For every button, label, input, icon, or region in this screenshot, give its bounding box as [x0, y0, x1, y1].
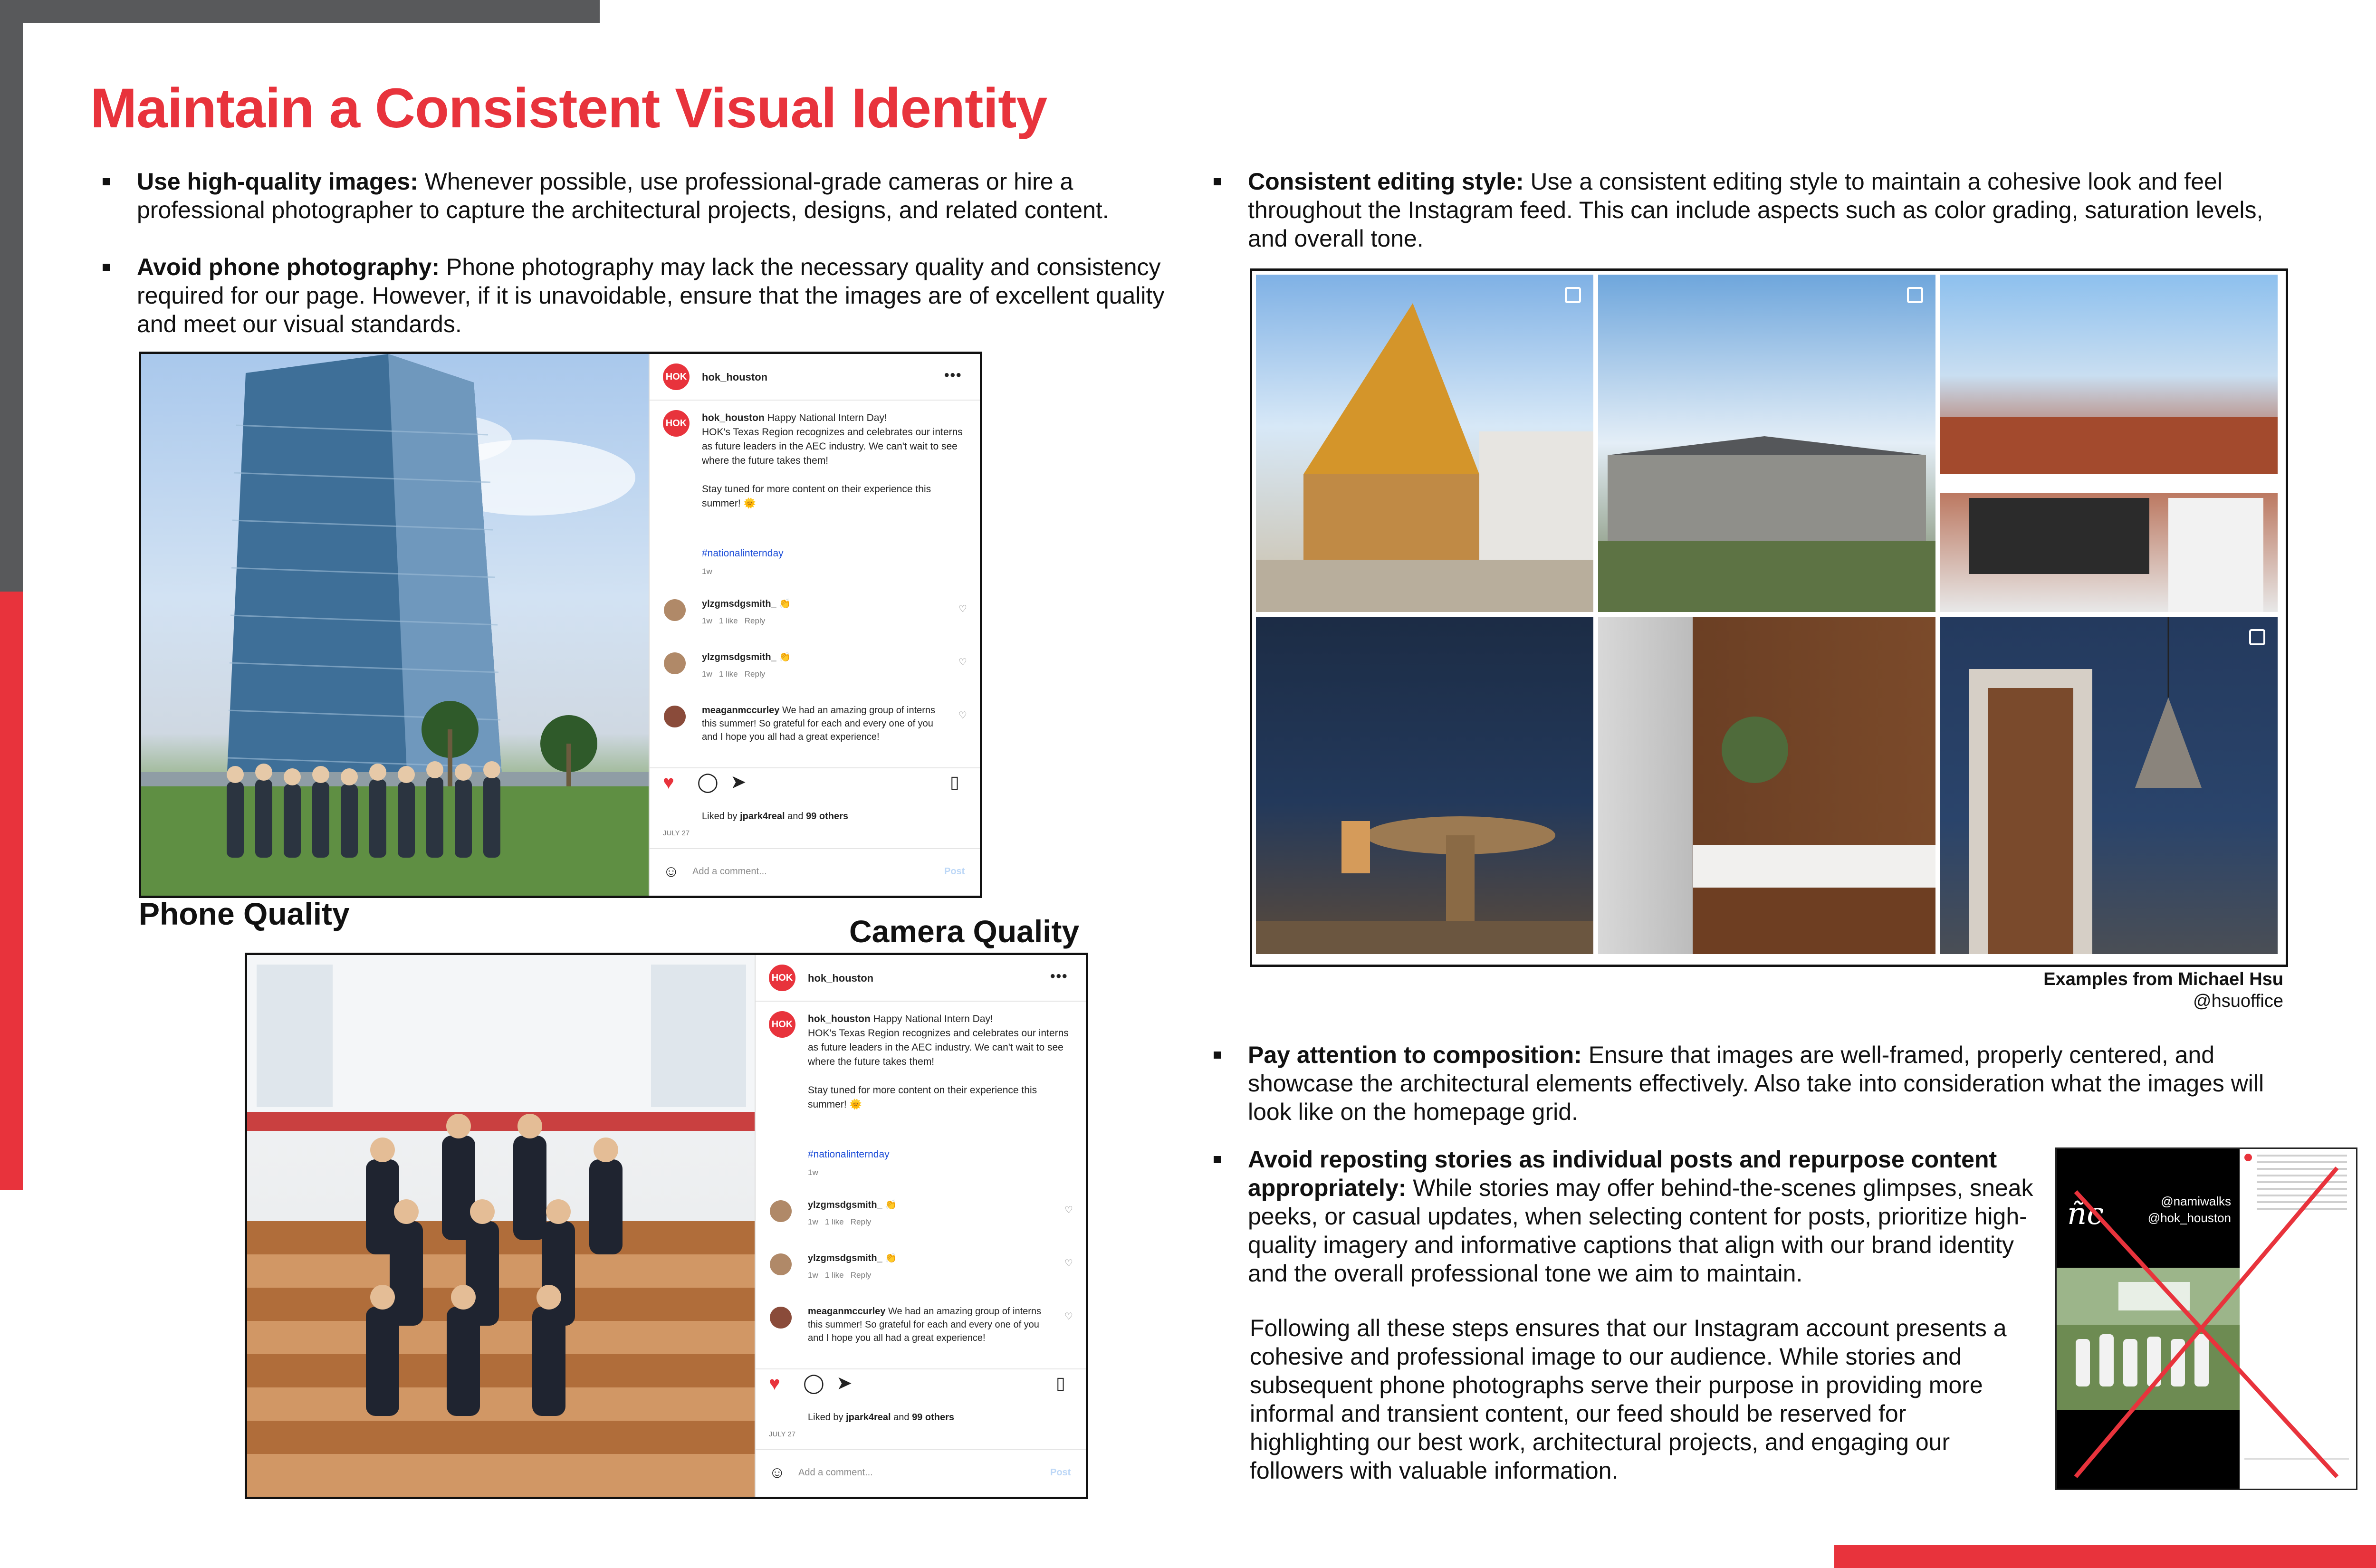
grid-photo-2 [1598, 275, 1935, 612]
bullet-heading: Avoid phone photography: [137, 254, 440, 280]
bullet-marker [1214, 178, 1221, 185]
liked-by-prefix: Liked by [808, 1412, 846, 1423]
caption-text: Happy National Intern Day! HOK's Texas Region recognizes and celebrates our interns as future leaders in the AEC industry. We can't wait to see where the future takes them! Stay tuned for more content on their experience this summer! 🌞 [702, 412, 963, 509]
comment-user[interactable]: meaganmccurley [808, 1306, 886, 1317]
comment-user[interactable]: ylzgmsdgsmith_ [808, 1253, 882, 1263]
hok-logo-avatar: HOK [769, 965, 795, 991]
comment-user[interactable]: ylzgmsdgsmith_ [808, 1200, 882, 1210]
bullet-marker [103, 178, 110, 185]
bullet-text: Phone photography may lack the necessary quality and consistency required for our page. However, if it is unavoidable, ensure that the images are of excellent quality and meet our visual standards. [137, 254, 1165, 337]
comment-text: 👏 [885, 1253, 897, 1263]
bullet-avoid-reposting-stories [1248, 1145, 2037, 1288]
grid-photo-3 [1940, 275, 2278, 612]
bullet-text: While stories may offer behind-the-scenes glimpses, sneak peeks, or casual updates, when selecting content for posts, prioritize high-quality imagery and informative captions that align with our brand identity and the overall professional tone we aim to maintain. [1248, 1175, 2033, 1287]
panel-divider [650, 400, 980, 401]
comment-text: 👏 [885, 1200, 897, 1210]
caption-account: hok_houston [808, 1013, 871, 1024]
story-repost-example [2055, 1147, 2357, 1490]
phone-photo-scene [141, 354, 650, 896]
hok-logo-avatar: HOK [663, 363, 690, 390]
camera-photo-scene [247, 955, 756, 1497]
comment-age: 1w [702, 616, 712, 625]
examples-credit [1806, 968, 2283, 1012]
comment-2-meta [808, 1271, 871, 1280]
phone-photo [141, 354, 650, 896]
caption-text: Happy National Intern Day! HOK's Texas Region recognizes and celebrates our interns as future leaders in the AEC industry. We can't wait to see where the future takes them! Stay tuned for more content on their experience this summer! 🌞 [808, 1013, 1069, 1110]
comment-1-meta [808, 1217, 871, 1227]
liked-by-user[interactable]: jpark4real [740, 811, 785, 822]
heart-icon[interactable]: ♥ [769, 1373, 780, 1394]
commenter-avatar [664, 599, 686, 621]
comment-reply[interactable]: Reply [744, 669, 766, 679]
grid-photo-1 [1256, 275, 1593, 612]
bullet-avoid-phone-photography [137, 253, 1201, 338]
left-red-bar [0, 592, 23, 1190]
bullet-composition [1248, 1041, 2293, 1126]
post-side-panel [755, 955, 1086, 1497]
post-hashtag[interactable]: #nationalinternday [808, 1149, 890, 1160]
page-title: Maintain a Consistent Visual Identity [90, 77, 1047, 140]
bottom-red-bar [1834, 1545, 2376, 1568]
emoji-icon[interactable]: ☺ [663, 862, 680, 880]
post-hashtag[interactable]: #nationalinternday [702, 548, 784, 559]
comment-likes[interactable]: 1 like [824, 1271, 844, 1280]
comment-text: 👏 [779, 599, 791, 609]
post-comment-button[interactable]: Post [944, 866, 965, 877]
caption-age: 1w [702, 567, 712, 576]
camera-photo [247, 955, 756, 1497]
comment-3 [702, 704, 949, 757]
comment-user[interactable]: meaganmccurley [702, 705, 780, 716]
instagram-post-phone [139, 352, 982, 898]
panel-divider [756, 1001, 1086, 1002]
commenter-avatar [770, 1253, 792, 1275]
liked-by-user[interactable]: jpark4real [846, 1412, 891, 1423]
more-options-icon[interactable]: ••• [1050, 968, 1068, 984]
more-options-icon[interactable]: ••• [944, 367, 962, 383]
comment-text: We had an amazing group of interns this summer! So grateful for each and every one of you and I hope you all had a great experience! [808, 1306, 1042, 1343]
bookmark-icon[interactable]: ▯ [1056, 1373, 1065, 1393]
add-comment-input[interactable]: Add a comment... [798, 1467, 873, 1478]
comment-1 [702, 597, 939, 611]
emoji-icon[interactable]: ☺ [769, 1463, 786, 1482]
grid-photo-6 [1940, 617, 2278, 954]
commenter-avatar [770, 1307, 792, 1329]
panel-divider [650, 767, 980, 768]
post-account-name[interactable]: hok_houston [808, 972, 874, 984]
liked-by-mid: and [785, 811, 806, 822]
story-handle-1: @namiwalks [2161, 1194, 2231, 1208]
comment-likes[interactable]: 1 like [824, 1217, 844, 1226]
multiple-images-icon [1565, 287, 1581, 303]
bullet-heading: Consistent editing style: [1248, 168, 1524, 195]
bullet-high-quality-images [137, 167, 1201, 224]
liked-by [808, 1412, 954, 1423]
share-icon[interactable]: ➤ [836, 1373, 853, 1394]
comment-reply[interactable]: Reply [850, 1217, 872, 1226]
bullet-marker [1214, 1052, 1221, 1059]
comment-3 [808, 1305, 1055, 1358]
comment-like-heart-icon[interactable]: ♡ [958, 604, 967, 614]
cross-out-icon [2057, 1149, 2356, 1489]
comment-1 [808, 1198, 1045, 1212]
comment-text: We had an amazing group of interns this summer! So grateful for each and every one of you and I hope you all had a great experience! [702, 705, 936, 742]
commenter-avatar [770, 1200, 792, 1222]
grid-photo-5 [1598, 617, 1935, 954]
bullet-heading: Avoid reposting stories as individual posts and repurpose content appropriately: [1248, 1146, 1997, 1201]
bullet-marker [103, 264, 110, 271]
instagram-post-camera [245, 953, 1088, 1499]
bullet-text: Use a consistent editing style to maintain a cohesive look and feel throughout the Instagram feed. This can include aspects such as color grading, saturation levels, and overall tone. [1248, 168, 2263, 252]
comment-icon[interactable]: ◯ [697, 772, 719, 793]
post-caption [808, 1012, 1074, 1112]
left-gray-bar [0, 0, 23, 592]
post-date: JULY 27 [663, 829, 690, 837]
liked-by-mid: and [891, 1412, 912, 1423]
comment-likes[interactable]: 1 like [719, 669, 738, 679]
multiple-images-icon [1907, 287, 1923, 303]
commenter-avatar [664, 706, 686, 727]
post-caption [702, 411, 968, 511]
panel-divider [756, 1368, 1086, 1369]
bullet-marker [1214, 1156, 1221, 1163]
comment-like-heart-icon[interactable]: ♡ [958, 710, 967, 721]
comment-age: 1w [702, 669, 712, 679]
bullet-heading: Pay attention to composition: [1248, 1042, 1582, 1068]
multiple-images-icon [2249, 629, 2265, 645]
heart-icon[interactable]: ♥ [663, 772, 674, 793]
top-gray-bar [0, 0, 600, 23]
examples-handle[interactable]: @hsuoffice [2193, 991, 2283, 1011]
liked-by-prefix: Liked by [702, 811, 740, 822]
bookmark-icon[interactable]: ▯ [950, 772, 959, 792]
bullet-text: Whenever possible, use professional-grade cameras or hire a professional photographer to capture the architectural projects, designs, and related content. [137, 168, 1109, 223]
share-icon[interactable]: ➤ [730, 772, 747, 793]
caption-age: 1w [808, 1168, 818, 1177]
liked-by-count[interactable]: 99 others [912, 1412, 954, 1423]
post-account-name[interactable]: hok_houston [702, 371, 768, 383]
comment-1-meta [702, 616, 765, 626]
liked-by [702, 811, 848, 822]
closing-paragraph: Following all these steps ensures that our Instagram account presents a cohesive and professional image to our audience. While stories and subsequent phone photographs serve their purpose in providing more informal and transient content, our feed should be reserved for highlighting our best work, architectural projects, and engaging our followers with valuable information. [1250, 1315, 2007, 1484]
comment-2 [808, 1252, 1045, 1265]
comment-age: 1w [808, 1217, 818, 1226]
comment-age: 1w [808, 1271, 818, 1280]
grid-photo-4 [1256, 617, 1593, 954]
comment-reply[interactable]: Reply [744, 616, 766, 625]
examples-from: Examples from Michael Hsu [2043, 969, 2283, 989]
post-side-panel [649, 354, 980, 896]
comment-like-heart-icon[interactable]: ♡ [1064, 1311, 1073, 1322]
example-photo-grid [1250, 268, 2288, 967]
comment-like-heart-icon[interactable]: ♡ [1064, 1205, 1073, 1215]
comment-text: 👏 [779, 652, 791, 662]
hok-logo-avatar-caption: HOK [663, 410, 690, 437]
comment-user[interactable]: ylzgmsdgsmith_ [702, 599, 776, 609]
add-comment-input[interactable]: Add a comment... [692, 866, 767, 877]
bullet-consistent-editing-style [1248, 167, 2293, 253]
caption-camera-quality: Camera Quality [849, 914, 1080, 949]
panel-divider [650, 848, 980, 849]
story-handle-2: @hok_houston [2147, 1211, 2231, 1225]
comment-icon[interactable]: ◯ [803, 1373, 824, 1394]
liked-by-count[interactable]: 99 others [806, 811, 848, 822]
bullet-text: Ensure that images are well-framed, properly centered, and showcase the architectural elements effectively. Also take into consideration what the images will look like on the homepage grid. [1248, 1042, 2264, 1125]
caption-phone-quality: Phone Quality [139, 896, 350, 931]
post-date: JULY 27 [769, 1430, 796, 1438]
caption-account: hok_houston [702, 412, 765, 423]
comment-reply[interactable]: Reply [850, 1271, 872, 1280]
comment-user[interactable]: ylzgmsdgsmith_ [702, 652, 776, 662]
comment-like-heart-icon[interactable]: ♡ [958, 657, 967, 668]
comment-2-meta [702, 669, 765, 679]
hok-logo-avatar-caption: HOK [769, 1011, 795, 1038]
bullet-heading: Use high-quality images: [137, 168, 418, 195]
panel-divider [756, 1449, 1086, 1450]
comment-like-heart-icon[interactable]: ♡ [1064, 1258, 1073, 1269]
commenter-avatar [664, 652, 686, 674]
post-comment-button[interactable]: Post [1050, 1467, 1071, 1478]
comment-likes[interactable]: 1 like [719, 616, 738, 625]
story-brand-mark: ñc [2067, 1196, 2104, 1232]
comment-2 [702, 650, 939, 664]
